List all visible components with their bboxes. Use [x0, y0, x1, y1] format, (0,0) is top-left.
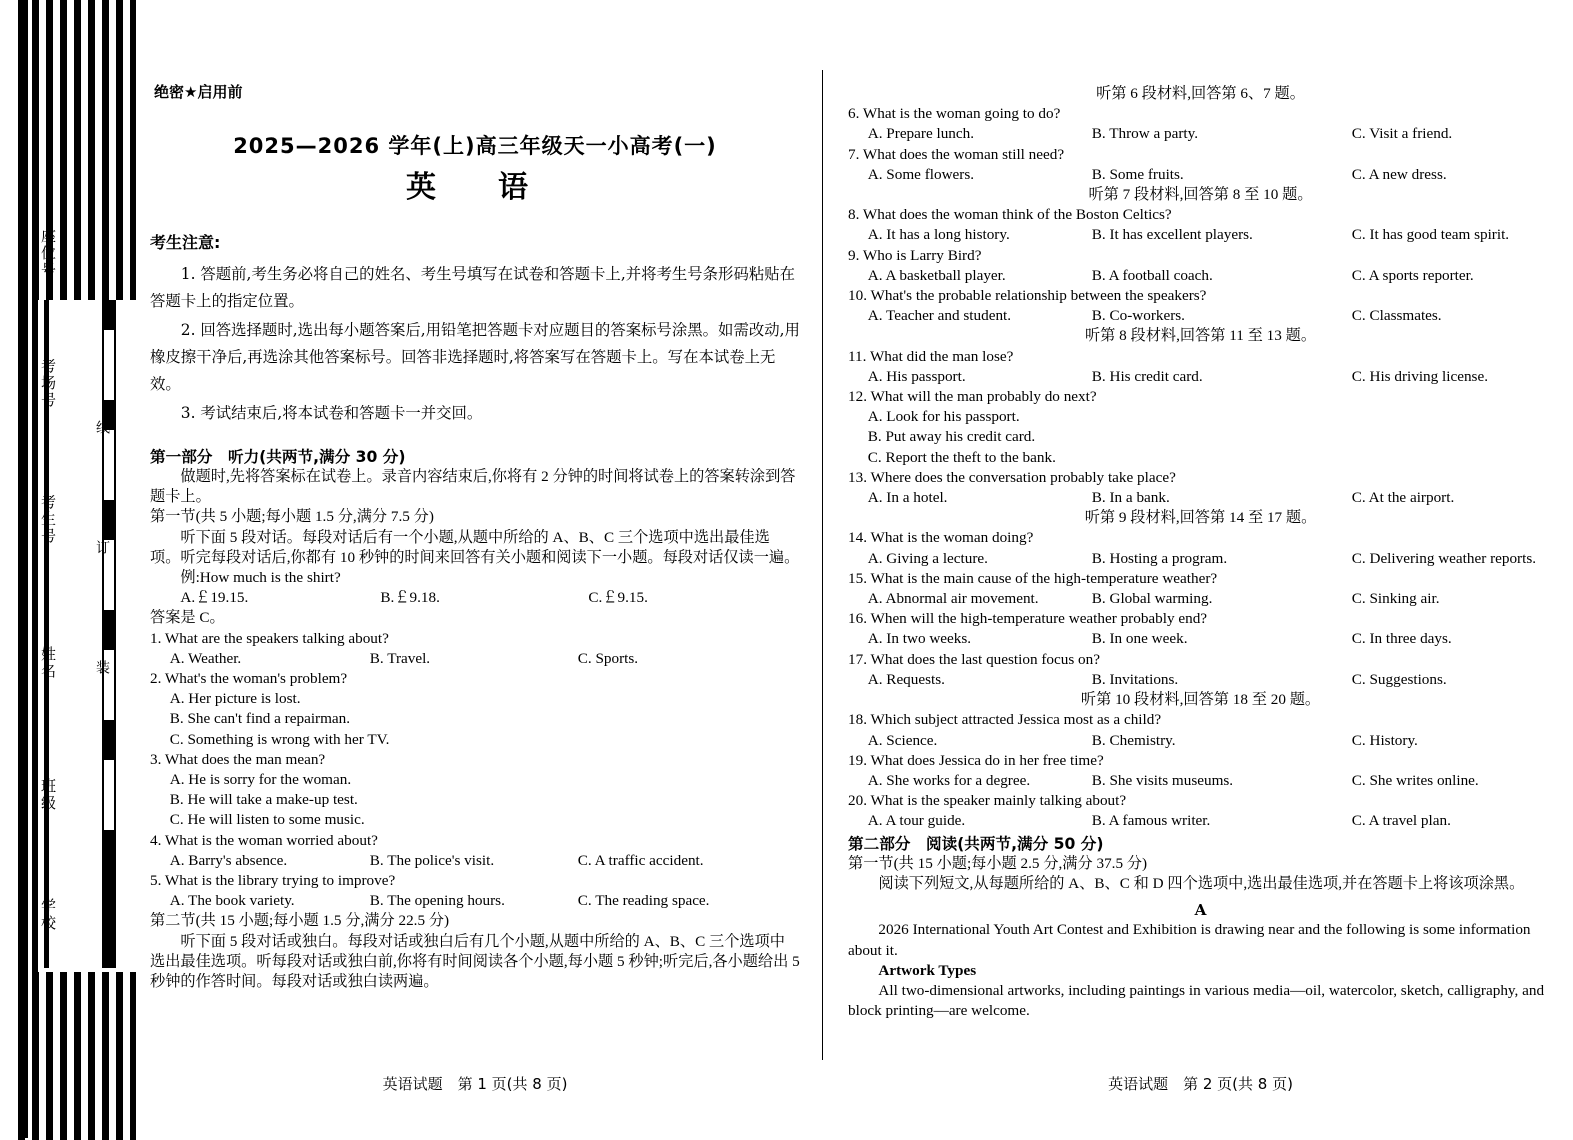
option-a: A. A tour guide. — [867, 812, 966, 830]
question-10-options — [848, 306, 1553, 326]
option-b: B. Invitations. — [1091, 670, 1179, 688]
option-c: C. It has good team spirit. — [1351, 226, 1510, 244]
option-c: C. History. — [1351, 731, 1418, 749]
question-8 — [848, 205, 1553, 225]
question-number: 19. — [848, 751, 867, 769]
left-column — [150, 60, 800, 992]
option-b: B. A famous writer. — [1091, 812, 1211, 830]
option-a: A. Teacher and student. — [867, 307, 1012, 325]
question-4-options — [150, 851, 800, 871]
listening-direction-7: 听第 7 段材料,回答第 8 至 10 题。 — [1088, 186, 1313, 204]
part1-heading: 第一部分 听力(共两节,满分 30 分) — [150, 447, 406, 466]
option-b: B. Some fruits. — [1091, 165, 1184, 183]
question-number: 5. — [150, 872, 162, 890]
question-number: 11. — [848, 347, 867, 365]
option-c: C. A sports reporter. — [1351, 266, 1474, 284]
question-18 — [848, 710, 1553, 730]
part2-heading: 第二部分 阅读(共两节,满分 50 分) — [848, 834, 1104, 853]
option-b: B. She can't find a repairman. — [169, 710, 351, 728]
question-number: 14. — [848, 529, 867, 547]
question-19-options — [848, 771, 1553, 791]
option-a: A. The book variety. — [169, 892, 295, 910]
vertical-label-class — [38, 778, 59, 812]
question-16 — [848, 609, 1553, 629]
question-text: What will the man probably do next? — [870, 388, 1097, 406]
option-b: B. The police's visit. — [369, 851, 495, 869]
option-b: B. Put away his credit card. — [867, 428, 1036, 446]
question-20-options — [848, 811, 1553, 831]
option-a: A. Abnormal air movement. — [867, 590, 1039, 608]
option-a: A. Giving a lecture. — [867, 549, 988, 567]
question-3 — [150, 750, 800, 770]
question-18-options — [848, 731, 1553, 751]
option-c: C.￡9.15. — [588, 589, 648, 607]
passage-subheading: Artwork Types — [878, 961, 977, 979]
question-5-options — [150, 891, 800, 911]
school-label: 学校 — [39, 898, 57, 932]
question-13 — [848, 468, 1553, 488]
question-number: 16. — [848, 610, 867, 628]
question-number: 12. — [848, 388, 867, 406]
question-7-options — [848, 165, 1553, 185]
option-c: C. Sports. — [577, 649, 639, 667]
candidate-number-label: 考生号 — [39, 494, 57, 545]
passage-body: All two-dimensional artworks, including paintings in various media—oil, watercolor, sketch, calligraphy, and block printing—are welcome. — [848, 981, 1545, 1020]
question-13-options — [848, 488, 1553, 508]
part1-section1-heading: 第一节(共 5 小题;每小题 1.5 分,满分 7.5 分) — [150, 508, 434, 526]
question-text: What are the speakers talking about? — [164, 629, 389, 647]
vertical-label-school — [38, 898, 59, 932]
passage-label-a: A — [1194, 901, 1207, 920]
question-text: What does the last question focus on? — [870, 650, 1100, 668]
seal-word-zhuang — [92, 660, 112, 676]
option-b: B. A football coach. — [1091, 266, 1213, 284]
option-c: C. A new dress. — [1351, 165, 1447, 183]
option-c: C. He will listen to some music. — [169, 811, 365, 829]
listening-direction-8: 听第 8 段材料,回答第 11 至 13 题。 — [1084, 327, 1317, 345]
option-c: C. Report the theft to the bank. — [867, 448, 1056, 466]
question-16-options — [848, 629, 1553, 649]
part2-section1-intro: 阅读下列短文,从每题所给的 A、B、C 和 D 四个选项中,选出最佳选项,并在答题卡上将该项涂黑。 — [878, 874, 1525, 892]
question-text: Which subject attracted Jessica most as a child? — [870, 711, 1162, 729]
question-number: 13. — [848, 468, 867, 486]
option-b: B. Hosting a program. — [1091, 549, 1228, 567]
question-17 — [848, 650, 1553, 670]
option-a: A. Barry's absence. — [169, 851, 288, 869]
option-a: A. She works for a degree. — [867, 771, 1031, 789]
option-c: C. Classmates. — [1351, 307, 1442, 325]
option-c: C. Visit a friend. — [1351, 125, 1453, 143]
option-c: C. The reading space. — [577, 892, 710, 910]
subject-title: 英 语 — [406, 170, 544, 206]
seal-ding-text: 订 — [94, 540, 110, 556]
option-a: A. Prepare lunch. — [867, 125, 975, 143]
footer-right: 英语试题 第 2 页(共 8 页) — [1108, 1075, 1293, 1093]
question-10 — [848, 286, 1553, 306]
vertical-label-name — [38, 646, 59, 680]
option-a: A. Look for his passport. — [867, 408, 1020, 426]
vertical-label-room — [38, 358, 59, 409]
question-6 — [848, 104, 1553, 124]
question-7 — [848, 145, 1553, 165]
option-a: A. Some flowers. — [867, 165, 975, 183]
footer-left: 英语试题 第 1 页(共 8 页) — [382, 1075, 568, 1093]
question-9-options — [848, 266, 1553, 286]
option-c: C. Sinking air. — [1351, 590, 1440, 608]
question-17-options — [848, 670, 1553, 690]
question-14-options — [848, 549, 1553, 569]
right-column — [848, 84, 1553, 1021]
question-6-options — [848, 124, 1553, 144]
page-title: 2025—2026 学年(上)高三年级天一小高考(一) — [233, 134, 717, 159]
question-11 — [848, 347, 1553, 367]
notice-item: 1. 答题前,考生务必将自己的姓名、考生号填写在试卷和答题卡上,并将考生号条形码粘贴在答题卡上的指定位置。 — [150, 264, 796, 310]
question-8-options — [848, 225, 1553, 245]
option-c: C. A traffic accident. — [577, 851, 704, 869]
question-number: 7. — [848, 145, 860, 163]
question-text: When will the high-temperature weather probably end? — [870, 610, 1208, 628]
option-a: A. A basketball player. — [867, 266, 1006, 284]
column-divider — [822, 70, 823, 1060]
option-b: B. The opening hours. — [369, 892, 505, 910]
option-a: A. In two weeks. — [867, 630, 972, 648]
question-text: What is the woman going to do? — [862, 105, 1061, 123]
part1-section2-intro: 听下面 5 段对话或独白。每段对话或独白后有几个小题,从题中所给的 A、B、C 三个选项中选出最佳选项。听每段对话或独白前,你将有时间阅读各个小题,每小题 5 秒钟;听完后,各小题给出 5 秒钟的作答时间。每段对话或独白读两遍。 — [150, 932, 800, 991]
seal-zhuang-text: 装 — [94, 660, 110, 676]
question-text: Where does the conversation probably take place? — [870, 468, 1176, 486]
question-1 — [150, 629, 800, 649]
option-c: C. Suggestions. — [1351, 670, 1447, 688]
option-a: A. In a hotel. — [867, 489, 948, 507]
question-15 — [848, 569, 1553, 589]
seat-number-label: 座位号 — [39, 228, 57, 279]
option-a: A. Weather. — [169, 649, 242, 667]
question-1-options — [150, 649, 800, 669]
question-14 — [848, 528, 1553, 548]
question-text: What is the library trying to improve? — [164, 872, 396, 890]
listening-direction-9: 听第 9 段材料,回答第 14 至 17 题。 — [1084, 509, 1317, 527]
option-b: B. Global warming. — [1091, 590, 1213, 608]
option-b: B. In a bank. — [1091, 489, 1170, 507]
question-number: 2. — [150, 670, 162, 688]
exam-room-label: 考场号 — [39, 358, 57, 409]
example-answer: 答案是 C。 — [150, 609, 225, 627]
option-c: C. In three days. — [1351, 630, 1452, 648]
seal-word-line — [92, 420, 112, 436]
option-b: B.￡9.18. — [380, 589, 440, 607]
option-b: B. In one week. — [1091, 630, 1188, 648]
question-5 — [150, 871, 800, 891]
option-c: C. She writes online. — [1351, 771, 1479, 789]
seal-line-text: 线 — [94, 420, 110, 436]
option-b: B. Chemistry. — [1091, 731, 1176, 749]
notice-item: 3. 考试结束后,将本试卷和答题卡一并交回。 — [180, 403, 483, 422]
part1-section1-intro: 听下面 5 段对话。每段对话后有一个小题,从题中所给的 A、B、C 三个选项中选出最佳选项。听完每段对话后,你都有 10 秒钟的时间来回答有关小题和阅读下一小题。每段对话仅读一遍。 — [150, 528, 800, 566]
vertical-label-candidate — [38, 494, 59, 545]
part1-intro: 做题时,先将答案标在试卷上。录音内容结束后,你将有 2 分钟的时间将试卷上的答案转涂到答题卡上。 — [150, 468, 796, 506]
question-text: What's the woman's problem? — [164, 670, 348, 688]
binding-barcode-strip — [18, 0, 136, 1138]
question-number: 20. — [848, 792, 867, 810]
question-number: 9. — [848, 246, 860, 264]
question-number: 8. — [848, 206, 860, 224]
option-b: B. It has excellent players. — [1091, 226, 1253, 244]
question-number: 18. — [848, 711, 867, 729]
option-b: B. Co-workers. — [1091, 307, 1185, 325]
question-9 — [848, 246, 1553, 266]
question-number: 17. — [848, 650, 867, 668]
option-b: B. He will take a make-up test. — [169, 791, 358, 809]
question-19 — [848, 751, 1553, 771]
vertical-label-seat — [38, 228, 59, 279]
notice-heading: 考生注意: — [150, 232, 221, 252]
question-20 — [848, 791, 1553, 811]
question-text: What is the woman worried about? — [164, 831, 378, 849]
part2-section1-heading: 第一节(共 15 小题;每小题 2.5 分,满分 37.5 分) — [848, 854, 1148, 872]
option-a: A. He is sorry for the woman. — [169, 771, 352, 789]
option-b: B. Travel. — [369, 649, 431, 667]
question-12 — [848, 387, 1553, 407]
question-number: 4. — [150, 831, 162, 849]
option-b: B. Throw a party. — [1091, 125, 1199, 143]
option-c: C. At the airport. — [1351, 489, 1455, 507]
question-text: What does Jessica do in her free time? — [870, 751, 1104, 769]
option-b: B. His credit card. — [1091, 367, 1203, 385]
option-a: A. His passport. — [867, 367, 966, 385]
question-15-options — [848, 589, 1553, 609]
part1-section2-heading: 第二节(共 15 小题;每小题 1.5 分,满分 22.5 分) — [150, 912, 450, 930]
question-number: 6. — [848, 105, 860, 123]
student-name-label: 姓名 — [39, 646, 57, 680]
question-number: 15. — [848, 569, 867, 587]
question-number: 1. — [150, 629, 162, 647]
option-c: C. Delivering weather reports. — [1351, 549, 1537, 567]
question-text: What does the man mean? — [164, 750, 326, 768]
notice-item: 2. 回答选择题时,选出每小题答案后,用铅笔把答题卡对应题目的答案标号涂黑。如需改动,用橡皮擦干净后,再选涂其他答案标号。回答非选择题时,将答案写在答题卡上。写在本试卷上无效。 — [150, 320, 800, 393]
option-a: A. It has a long history. — [867, 226, 1010, 244]
seal-word-ding — [92, 540, 112, 556]
question-11-options — [848, 367, 1553, 387]
question-text: What's the probable relationship between the speakers? — [870, 287, 1207, 305]
class-label: 班级 — [39, 778, 57, 812]
notice-list — [150, 261, 800, 427]
passage-lead: 2026 International Youth Art Contest and Exhibition is drawing near and the following is some information about it. — [848, 921, 1531, 959]
option-a: A. Science. — [867, 731, 938, 749]
question-number: 10. — [848, 287, 867, 305]
question-number: 3. — [150, 750, 162, 768]
option-b: B. She visits museums. — [1091, 771, 1234, 789]
secret-notice: 绝密★启用前 — [154, 83, 243, 101]
question-text: What is the main cause of the high-temperature weather? — [870, 569, 1218, 587]
question-2 — [150, 669, 800, 689]
question-text: What is the speaker mainly talking about? — [870, 792, 1127, 810]
question-4 — [150, 831, 800, 851]
question-text: What did the man lose? — [869, 347, 1014, 365]
example-options — [150, 588, 800, 608]
option-a: A. Requests. — [867, 670, 945, 688]
option-c: C. His driving license. — [1351, 367, 1488, 385]
option-c: C. A travel plan. — [1351, 812, 1451, 830]
question-text: What does the woman think of the Boston Celtics? — [862, 206, 1172, 224]
example-question: 例:How much is the shirt? — [180, 569, 341, 587]
question-text: What is the woman doing? — [870, 529, 1034, 547]
question-text: What does the woman still need? — [862, 145, 1065, 163]
listening-direction-10: 听第 10 段材料,回答第 18 至 20 题。 — [1080, 691, 1321, 709]
option-c: C. Something is wrong with her TV. — [169, 730, 390, 748]
question-text: Who is Larry Bird? — [862, 246, 982, 264]
listening-direction-6: 听第 6 段材料,回答第 6、7 题。 — [1096, 85, 1305, 102]
option-a: A.￡19.15. — [180, 589, 249, 607]
option-a: A. Her picture is lost. — [169, 690, 301, 708]
